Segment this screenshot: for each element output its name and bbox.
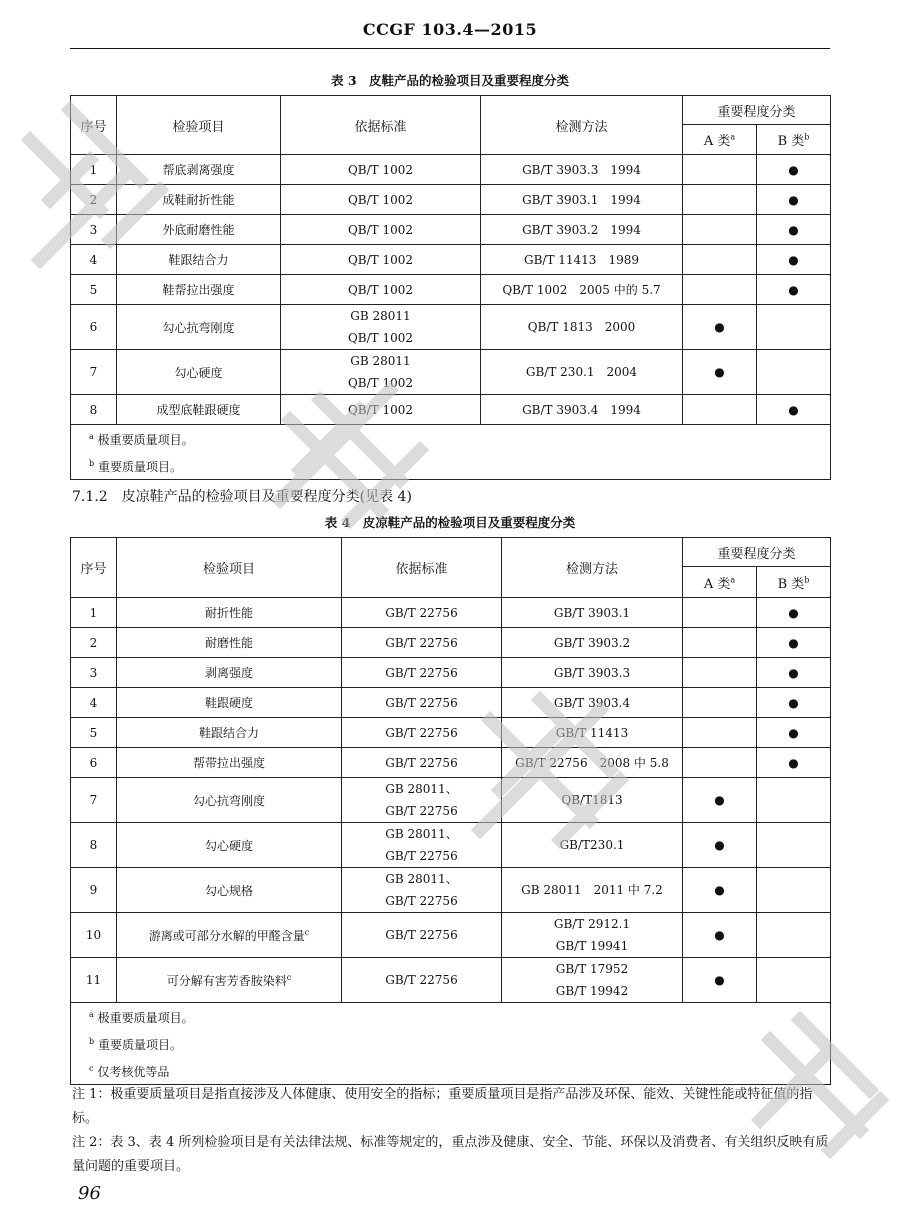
col-header-no: 序号: [71, 96, 117, 155]
cell-class-b: ●: [757, 628, 831, 658]
table-row: [71, 868, 831, 913]
cell-method: [502, 628, 683, 658]
cell-standard: [342, 823, 502, 868]
cell-method: [502, 913, 683, 958]
cell-item: [117, 913, 342, 958]
cell-line: GB/T 22756: [385, 849, 458, 863]
cell-class-b: [757, 778, 831, 823]
col-header-standard: 依据标准: [342, 538, 502, 598]
col-header-b: B 类$^b$: [757, 567, 831, 598]
cell-method: [481, 215, 683, 245]
cell-item: [117, 598, 342, 628]
cell-standard: [342, 748, 502, 778]
cell-method: [502, 958, 683, 1003]
cell-item: [117, 245, 281, 275]
cell-no: 6: [71, 748, 117, 778]
cell-class-a: ●: [683, 868, 757, 913]
cell-no: 8: [71, 823, 117, 868]
item-text: 勾心硬度: [204, 838, 253, 853]
cell-standard: [342, 868, 502, 913]
col-header-a: A 类$^a$: [683, 567, 757, 598]
cell-standard: [342, 688, 502, 718]
footnote: [89, 1057, 830, 1084]
table-row: [71, 245, 831, 275]
cell-line: GB/T 230.1 2004: [525, 365, 638, 379]
cell-class-a: ●: [683, 305, 757, 350]
cell-standard: [342, 778, 502, 823]
col-header-item: 检验项目: [117, 96, 281, 155]
item-text: 勾心规格: [204, 883, 253, 898]
col-header-method: 检测方法: [502, 538, 683, 598]
cell-line: GB 28011、: [385, 782, 458, 796]
header-rule: [70, 48, 830, 49]
cell-class-a: [683, 688, 757, 718]
table3-caption: 表 3 皮鞋产品的检验项目及重要程度分类: [330, 73, 570, 88]
cell-method: [481, 155, 683, 185]
cell-line: GB 28011、: [385, 872, 458, 886]
cell-standard: [281, 305, 481, 350]
item-text: 帮带拉出强度: [192, 756, 265, 770]
cell-item: [117, 395, 281, 425]
cell-line: GB 28011、: [385, 827, 458, 841]
item-text: 勾心抗弯刚度: [162, 320, 235, 335]
item-text: 耐折性能: [204, 606, 253, 620]
item-text: 鞋跟硬度: [204, 696, 253, 710]
item-text: 剥离强度: [204, 666, 253, 680]
cell-class-a: [683, 155, 757, 185]
item-text: 勾心硬度: [174, 365, 223, 380]
cell-class-a: ●: [683, 913, 757, 958]
footnote-text: 极重要质量项目。: [97, 1011, 194, 1025]
cell-class-a: [683, 748, 757, 778]
cell-line: QB/T 1002 2005 中的 5.7: [502, 282, 661, 297]
col-header-importance: 重要程度分类: [683, 96, 831, 125]
cell-method: [502, 658, 683, 688]
cell-line: GB/T 3903.1: [553, 605, 631, 620]
cell-line: GB/T 22756 2008 中 5.8: [515, 755, 669, 770]
cell-method: [502, 778, 683, 823]
cell-item: [117, 748, 342, 778]
cell-standard: [281, 275, 481, 305]
cell-class-a: [683, 658, 757, 688]
cell-line: GB/T 17952: [555, 962, 629, 976]
item-text: 外底耐磨性能: [162, 223, 235, 237]
cell-class-a: ●: [683, 823, 757, 868]
col-header-item: 检验项目: [117, 538, 342, 598]
footnote-row: [71, 1003, 831, 1085]
cell-line: GB/T 3903.3 1994: [522, 162, 641, 177]
cell-class-b: ●: [757, 215, 831, 245]
cell-class-a: [683, 598, 757, 628]
table-row: [71, 350, 831, 395]
cell-line: GB/T 3903.4: [553, 695, 631, 710]
cell-class-b: [757, 868, 831, 913]
item-text: 耐磨性能: [204, 636, 253, 650]
cell-class-a: [683, 718, 757, 748]
cell-method: [481, 395, 683, 425]
cell-line: GB/T 3903.1 1994: [522, 192, 641, 207]
cell-line: QB/T 1002: [347, 252, 414, 267]
cell-line: QB/T 1002: [347, 331, 414, 345]
cell-line: GB/T 22756: [385, 635, 458, 650]
cell-no: 8: [71, 395, 117, 425]
cell-line: GB/T 22756: [385, 755, 458, 770]
cell-method: [481, 245, 683, 275]
cell-line: GB/T 22756: [385, 804, 458, 818]
footnote-mark: c: [89, 1064, 94, 1073]
table-row: [71, 823, 831, 868]
cell-line: QB/T 1813 2000: [527, 320, 636, 334]
item-text: 成型底鞋跟硬度: [156, 403, 241, 417]
cell-line: QB/T 1002: [347, 376, 414, 390]
cell-item: [117, 155, 281, 185]
cell-class-b: [757, 958, 831, 1003]
item-text: 鞋跟结合力: [168, 253, 229, 267]
col-header-no: 序号: [71, 538, 117, 598]
cell-no: 3: [71, 215, 117, 245]
table-row: [71, 598, 831, 628]
cell-method: [502, 598, 683, 628]
cell-class-b: ●: [757, 718, 831, 748]
footnote-row: [71, 425, 831, 480]
item-text: 鞋跟结合力: [198, 726, 259, 740]
table-row: [71, 778, 831, 823]
cell-method: [481, 275, 683, 305]
cell-item: [117, 718, 342, 748]
cell-standard: [281, 395, 481, 425]
cell-line: QB/T 1002: [347, 192, 414, 207]
cell-item: [117, 185, 281, 215]
cell-no: 6: [71, 305, 117, 350]
footnote: [89, 425, 830, 452]
cell-line: GB/T 3903.4 1994: [522, 402, 641, 417]
cell-line: GB 28011: [350, 309, 411, 323]
cell-class-a: [683, 185, 757, 215]
item-text: 帮底剥离强度: [162, 163, 235, 177]
cell-standard: [281, 350, 481, 395]
item-text: 勾心抗弯刚度: [192, 793, 265, 808]
cell-standard: [342, 658, 502, 688]
table3: [70, 95, 831, 480]
cell-standard: [342, 913, 502, 958]
cell-no: 2: [71, 628, 117, 658]
cell-line: GB/T 11413: [555, 725, 629, 740]
cell-item: [117, 305, 281, 350]
cell-standard: [342, 598, 502, 628]
cell-item: [117, 688, 342, 718]
cell-method: [502, 748, 683, 778]
cell-line: GB/T 11413 1989: [524, 252, 639, 267]
cell-no: 9: [71, 868, 117, 913]
footnote-text: 仅考核优等品: [97, 1065, 170, 1079]
cell-method: [502, 823, 683, 868]
table-row: [71, 305, 831, 350]
cell-no: 1: [71, 598, 117, 628]
cell-class-a: [683, 245, 757, 275]
cell-line: GB/T 3903.2: [553, 635, 631, 650]
cell-no: 2: [71, 185, 117, 215]
cell-line: GB/T 22756: [385, 928, 458, 942]
cell-class-a: ●: [683, 778, 757, 823]
footnote: [89, 1003, 830, 1030]
cell-line: QB/T 1002: [347, 282, 414, 297]
cell-line: GB 28011: [350, 354, 411, 368]
cell-item: [117, 350, 281, 395]
cell-no: 1: [71, 155, 117, 185]
notes: [72, 1083, 832, 1179]
cell-class-b: ●: [757, 395, 831, 425]
col-header-method: 检测方法: [481, 96, 683, 155]
footnote-text: 重要质量项目。: [97, 1038, 182, 1052]
table-row: [71, 275, 831, 305]
cell-class-b: ●: [757, 245, 831, 275]
cell-line: GB/T 22756: [385, 894, 458, 908]
cell-class-b: ●: [757, 155, 831, 185]
cell-line: GB/T 19942: [555, 984, 629, 998]
item-text: 鞋帮拉出强度: [162, 283, 235, 297]
cell-no: 5: [71, 718, 117, 748]
note-2: 注 2：表 3、表 4 所列检验项目是有关法律法规、标准等规定的，重点涉及健康、安全、节能、环保以及消费者、有关组织反映有质量问题的重要项目。: [72, 1135, 829, 1174]
table-row: [71, 395, 831, 425]
cell-line: GB/T 22756: [385, 725, 458, 740]
cell-line: GB/T 22756: [385, 973, 458, 987]
item-text: 成鞋耐折性能: [162, 193, 235, 207]
cell-no: 7: [71, 350, 117, 395]
cell-no: 4: [71, 245, 117, 275]
cell-item: [117, 958, 342, 1003]
footnote-text: 极重要质量项目。: [97, 433, 194, 447]
cell-class-b: ●: [757, 598, 831, 628]
cell-method: [481, 305, 683, 350]
footnote-mark: b: [89, 1037, 95, 1046]
cell-class-b: ●: [757, 275, 831, 305]
table-row: [71, 958, 831, 1003]
table-row: [71, 628, 831, 658]
col-header-importance: 重要程度分类: [683, 538, 831, 567]
table-row: [71, 748, 831, 778]
cell-method: [502, 868, 683, 913]
footnote: [89, 1030, 830, 1057]
cell-line: QB/T 1002: [347, 162, 414, 177]
table-row: [71, 688, 831, 718]
cell-line: QB/T 1002: [347, 222, 414, 237]
col-header-a: A 类$^a$: [683, 125, 757, 155]
cell-class-a: [683, 275, 757, 305]
cell-line: GB/T 3903.3: [553, 665, 631, 680]
cell-class-a: [683, 215, 757, 245]
note-1: 注 1：极重要质量项目是指直接涉及人体健康、使用安全的指标；重要质量项目是指产品涉及环保、能效、关键性能或特征值的指标。: [72, 1087, 813, 1126]
footnotes: [71, 1003, 831, 1085]
cell-class-a: [683, 395, 757, 425]
item-text: 游离或可部分水解的甲醛含量: [148, 928, 305, 943]
table-row: [71, 718, 831, 748]
document-header: CCGF 103.4—2015: [362, 20, 538, 39]
cell-no: 3: [71, 658, 117, 688]
table-row: [71, 215, 831, 245]
cell-method: [481, 185, 683, 215]
cell-class-b: ●: [757, 688, 831, 718]
section-7-1-2: 7.1.2 皮凉鞋产品的检验项目及重要程度分类(见表 4): [72, 489, 412, 505]
cell-standard: [342, 958, 502, 1003]
cell-no: 7: [71, 778, 117, 823]
table4: [70, 537, 831, 1085]
cell-class-a: ●: [683, 350, 757, 395]
cell-item: [117, 275, 281, 305]
cell-class-b: [757, 305, 831, 350]
cell-item: [117, 778, 342, 823]
cell-method: [502, 718, 683, 748]
cell-no: 4: [71, 688, 117, 718]
cell-line: GB/T 19941: [555, 939, 629, 953]
cell-standard: [281, 245, 481, 275]
cell-item: [117, 823, 342, 868]
footnote-mark: a: [89, 1010, 94, 1019]
item-text: 可分解有害芳香胺染料: [166, 973, 287, 988]
cell-line: QB/T 1002: [347, 402, 414, 417]
cell-item: [117, 868, 342, 913]
col-header-b: B 类$^b$: [757, 125, 831, 155]
footnote-mark: b: [89, 459, 95, 468]
table-row: [71, 913, 831, 958]
cell-class-b: [757, 823, 831, 868]
table4-caption: 表 4 皮凉鞋产品的检验项目及重要程度分类: [324, 515, 576, 530]
cell-class-b: ●: [757, 658, 831, 688]
cell-class-b: ●: [757, 185, 831, 215]
table-row: [71, 155, 831, 185]
cell-class-b: ●: [757, 748, 831, 778]
footnotes: [71, 425, 831, 480]
cell-standard: [281, 155, 481, 185]
cell-line: GB/T230.1: [559, 838, 625, 852]
table-row: [71, 658, 831, 688]
cell-standard: [342, 628, 502, 658]
page-number: 96: [78, 1183, 101, 1204]
cell-line: GB 28011 2011 中 7.2: [521, 883, 663, 897]
cell-item: [117, 628, 342, 658]
footnote: [89, 452, 830, 479]
footnote-mark: c: [286, 972, 292, 982]
cell-item: [117, 215, 281, 245]
cell-standard: [281, 215, 481, 245]
cell-item: [117, 658, 342, 688]
cell-line: GB/T 3903.2 1994: [522, 222, 641, 237]
cell-line: GB/T 22756: [385, 695, 458, 710]
cell-standard: [281, 185, 481, 215]
cell-no: 11: [71, 958, 117, 1003]
cell-method: [481, 350, 683, 395]
cell-line: GB/T 2912.1: [553, 917, 631, 931]
footnote-mark: a: [89, 432, 94, 441]
cell-no: 5: [71, 275, 117, 305]
cell-class-b: [757, 913, 831, 958]
cell-no: 10: [71, 913, 117, 958]
table-row: [71, 185, 831, 215]
cell-line: GB/T 22756: [385, 605, 458, 620]
cell-method: [502, 688, 683, 718]
footnote-text: 重要质量项目。: [97, 460, 182, 474]
col-header-standard: 依据标准: [281, 96, 481, 155]
cell-class-a: [683, 628, 757, 658]
cell-class-b: [757, 350, 831, 395]
cell-line: GB/T 22756: [385, 665, 458, 680]
cell-line: QB/T1813: [561, 793, 623, 807]
cell-standard: [342, 718, 502, 748]
cell-class-a: ●: [683, 958, 757, 1003]
footnote-mark: c: [304, 927, 310, 937]
